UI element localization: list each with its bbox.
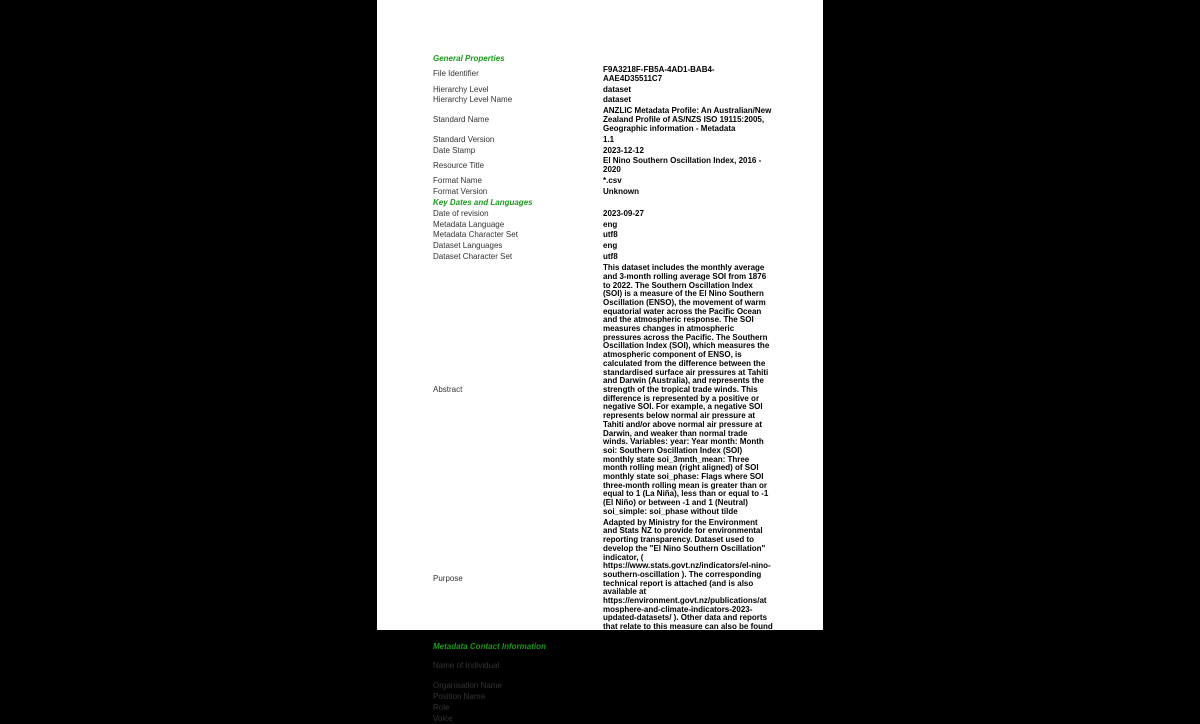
table-row-position-name — [433, 692, 773, 703]
field-label: Organisation Name — [433, 680, 502, 690]
table-row-date-stamp — [433, 145, 773, 156]
field-value: New Zealand's Environmental Reporting Series: The Ministry for the Environment and Stats NZ — [603, 652, 758, 680]
field-label: Format Version — [433, 186, 488, 196]
field-value: dataset — [603, 84, 632, 94]
table-row-date-of-revision — [433, 209, 773, 220]
table-row-hierarchy-level — [433, 84, 773, 95]
field-label: Metadata Character Set — [433, 230, 518, 240]
field-label: Resource Title — [433, 160, 485, 170]
field-value: ANZLIC Metadata Profile: An Australian/New Zealand Profile of AS/NZS ISO 19115:2005, Geographic information - Metadata — [603, 106, 772, 133]
metadata-table — [433, 54, 773, 724]
field-label: Name of Individual — [433, 661, 500, 671]
table-row-dataset-languages — [433, 241, 773, 252]
field-value: El Nino Southern Oscillation Index, 2016 - 2020 — [603, 156, 762, 175]
table-row-file-identifier — [433, 65, 773, 85]
metadata-document-page — [377, 0, 823, 723]
field-value: utf8 — [603, 230, 618, 240]
field-value: utf8 — [603, 252, 618, 262]
field-value: Unknown — [603, 186, 639, 196]
section-heading-metadata-contact-information: Metadata Contact Information — [433, 641, 546, 651]
field-value: pointOfContact — [603, 702, 662, 712]
metadata-table-body — [433, 54, 773, 724]
field-value: 2023-12-12 — [603, 145, 644, 155]
table-row-standard-name — [433, 106, 773, 134]
section-heading-general-properties: General Properties — [433, 54, 505, 64]
field-label: Format Name — [433, 176, 482, 186]
table-row-resource-title — [433, 156, 773, 176]
field-value: F9A3218F-FB5A-4AD1-BAB4-AAE4D35511C7 — [603, 64, 715, 83]
table-row-dataset-character-set — [433, 252, 773, 263]
field-value: *.csv — [603, 176, 622, 186]
section-heading-row — [433, 642, 773, 653]
metadata-content — [433, 54, 773, 724]
table-row-metadata-language — [433, 220, 773, 231]
field-label: Position Name — [433, 691, 486, 701]
field-label: Hierarchy Level — [433, 84, 489, 94]
field-value — [603, 692, 773, 703]
field-value: 2023-09-27 — [603, 208, 644, 218]
field-value: eng — [603, 241, 618, 251]
table-row-metadata-character-set — [433, 230, 773, 241]
purpose-text: Adapted by Ministry for the Environment and Stats NZ to provide for environmental reporting transparency. Dataset used to develop the "El Nino Southern Oscillation" indicator, ( https://www.stats.govt.nz/indicators/el-nino-southern-oscillation ). The corresponding technical report is attached (and is also available at https://environment.govt.nz/publications/atmosphere-and-climate-indicators-2023-updated-datasets/ ). Other data and reports that relate to this measure can also be found in the indicator. — [603, 517, 773, 640]
table-row-name-of-individual — [433, 653, 773, 681]
field-label: Dataset Languages — [433, 241, 503, 251]
field-value: 1.1 — [603, 134, 615, 144]
field-label: Role — [433, 702, 450, 712]
section-heading-key-dates-and-languages: Key Dates and Languages — [433, 197, 533, 207]
section-heading-row — [433, 54, 773, 65]
field-value: eng — [603, 219, 618, 229]
field-label: Date Stamp — [433, 145, 476, 155]
table-row-role — [433, 703, 773, 714]
field-label: Voice — [433, 713, 453, 723]
table-row-purpose — [433, 518, 773, 642]
field-value — [603, 681, 773, 692]
table-row-abstract — [433, 263, 773, 518]
field-label: Purpose — [433, 574, 463, 584]
field-label: File Identifier — [433, 69, 479, 79]
field-value: dataset — [603, 95, 632, 105]
table-row-organisation-name — [433, 681, 773, 692]
section-heading-row — [433, 198, 773, 209]
field-label: Date of revision — [433, 208, 489, 218]
table-row-format-version — [433, 187, 773, 198]
field-label: Standard Name — [433, 115, 490, 125]
table-row-format-name — [433, 176, 773, 187]
table-row-hierarchy-level-name — [433, 95, 773, 106]
field-label: Dataset Character Set — [433, 252, 513, 262]
field-label: Standard Version — [433, 134, 495, 144]
field-label: Hierarchy Level Name — [433, 95, 513, 105]
table-row-standard-version — [433, 135, 773, 146]
field-value — [603, 714, 773, 724]
field-label: Metadata Language — [433, 219, 505, 229]
abstract-text: This dataset includes the monthly average and 3-month rolling average SOI from 1876 to 2022. The Southern Oscillation Index (SOI) is a measure of the El Nino Southern Oscillation (ENSO), the movement of warm equatorial water across the Pacific Ocean and the atmospheric response. The SOI measures changes in atmospheric pressures across the Pacific. The Southern Oscillation Index (SOI), which measures the atmospheric component of ENSO, is calculated from the difference between the standardised surface air pressures at Tahiti and Darwin (Australia), and represents the strength of the tropical trade winds. This difference is represented by a positive or negative SOI. For example, a negative SOI represents below normal air pressure at Tahiti and/or above normal air pressure at Darwin, and weaker than normal trade winds. Variables: year: Year month: Month soi: Southern Oscillation Index (SOI) monthly state soi_3mnth_mean: Three month rolling mean (right aligned) of SOI monthly state soi_phase: Flags where SOI three-month rolling mean is greater than or equal to 1 (La Niña), less than or equal to -1 (El Niño) or between -1 and 1 (Neutral) soi_simple: soi_phase without tilde — [603, 263, 770, 516]
field-label: Abstract — [433, 385, 463, 394]
table-row-voice — [433, 714, 773, 724]
